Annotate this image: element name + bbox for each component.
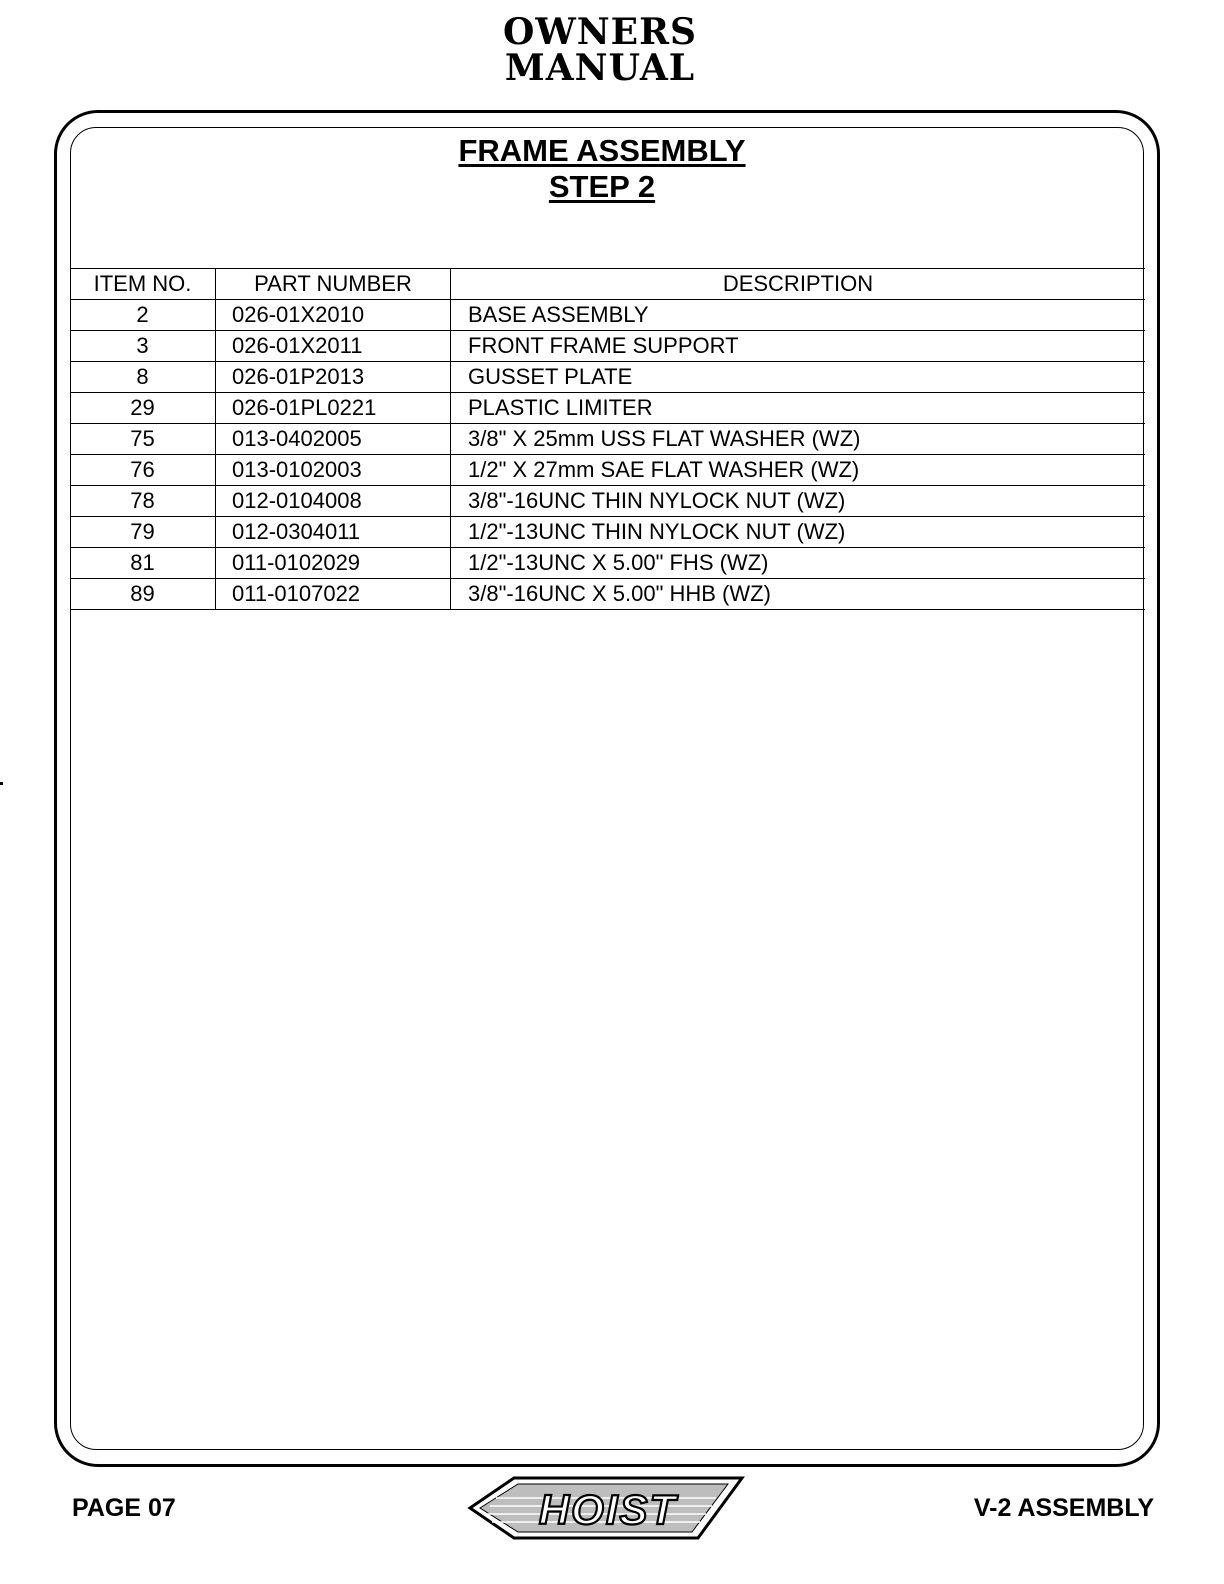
cell-part-number: 013-0102003	[216, 455, 451, 486]
cell-item-no: 76	[70, 455, 216, 486]
cell-item-no: 3	[70, 331, 216, 362]
hoist-logo-text: HOIST	[538, 1486, 678, 1533]
section-step: STEP 2	[548, 169, 656, 204]
cell-item-no: 79	[70, 517, 216, 548]
cell-item-no: 81	[70, 548, 216, 579]
table-row	[70, 579, 1145, 610]
cell-part-number: 026-01PL0221	[216, 393, 451, 424]
cell-description: 1/2" X 27mm SAE FLAT WASHER (WZ)	[451, 455, 1146, 486]
table-row	[70, 486, 1145, 517]
cell-description: BASE ASSEMBLY	[451, 300, 1146, 331]
cell-description: 3/8"-16UNC X 5.00" HHB (WZ)	[451, 579, 1146, 610]
cell-item-no: 8	[70, 362, 216, 393]
cell-part-number: 026-01P2013	[216, 362, 451, 393]
table-row	[70, 517, 1145, 548]
table-row	[70, 424, 1145, 455]
cell-description: 1/2"-13UNC THIN NYLOCK NUT (WZ)	[451, 517, 1146, 548]
table-row	[70, 300, 1145, 331]
cell-part-number: 011-0107022	[216, 579, 451, 610]
cell-description: 3/8" X 25mm USS FLAT WASHER (WZ)	[451, 424, 1146, 455]
table-header-row	[70, 269, 1145, 300]
cell-part-number: 026-01X2011	[216, 331, 451, 362]
cell-description: 1/2"-13UNC X 5.00" FHS (WZ)	[451, 548, 1146, 579]
table-row	[70, 362, 1145, 393]
cell-part-number: 012-0304011	[216, 517, 451, 548]
table-row	[70, 331, 1145, 362]
cell-description: 3/8"-16UNC THIN NYLOCK NUT (WZ)	[451, 486, 1146, 517]
parts-table	[70, 268, 1145, 610]
cell-part-number: 026-01X2010	[216, 300, 451, 331]
column-header-item-no: ITEM NO.	[70, 269, 216, 300]
cell-item-no: 29	[70, 393, 216, 424]
column-header-description: DESCRIPTION	[451, 269, 1146, 300]
column-header-part-number: PART NUMBER	[216, 269, 451, 300]
cell-description: FRONT FRAME SUPPORT	[451, 331, 1146, 362]
cell-part-number: 012-0104008	[216, 486, 451, 517]
table-row	[70, 455, 1145, 486]
cell-part-number: 011-0102029	[216, 548, 451, 579]
cell-item-no: 78	[70, 486, 216, 517]
cell-item-no: 89	[70, 579, 216, 610]
cell-part-number: 013-0402005	[216, 424, 451, 455]
hoist-logo	[466, 1472, 746, 1544]
page-number: PAGE 07	[72, 1494, 176, 1522]
section-title: FRAME ASSEMBLY	[458, 133, 746, 168]
cell-item-no: 2	[70, 300, 216, 331]
scan-mark	[0, 782, 3, 785]
table-row	[70, 393, 1145, 424]
cell-description: PLASTIC LIMITER	[451, 393, 1146, 424]
manual-title	[0, 11, 1200, 89]
manual-title-line1: OWNERS	[502, 11, 698, 53]
table-row	[70, 548, 1145, 579]
manual-title-line2: MANUAL	[504, 47, 696, 89]
cell-description: GUSSET PLATE	[451, 362, 1146, 393]
cell-item-no: 75	[70, 424, 216, 455]
document-name: V-2 ASSEMBLY	[973, 1494, 1154, 1522]
